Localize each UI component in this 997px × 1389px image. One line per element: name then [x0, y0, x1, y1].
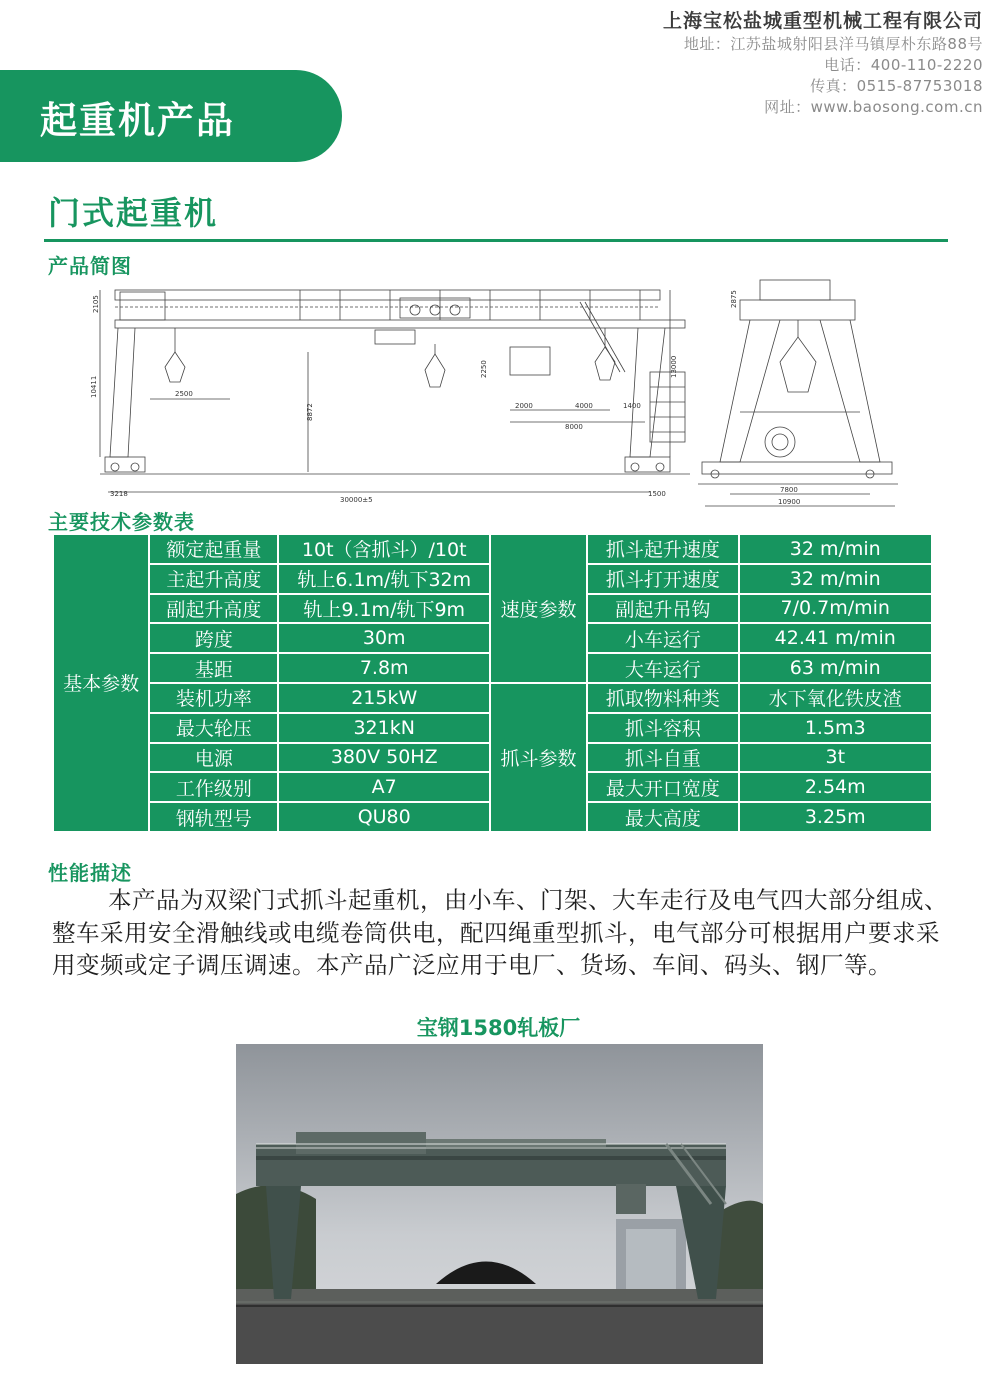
param-value: 32 m/min: [740, 535, 931, 563]
param-value: 215kW: [279, 684, 488, 712]
param-value: A7: [279, 773, 488, 801]
title-divider: [44, 239, 948, 242]
param-name: 额定起重量: [150, 535, 277, 563]
table-row: [54, 535, 931, 563]
param-value: 3.25m: [740, 803, 931, 831]
param-value: 1.5m3: [740, 714, 931, 742]
param-value: 63 m/min: [740, 654, 931, 682]
param-name: 钢轨型号: [150, 803, 277, 831]
param-value: 42.41 m/min: [740, 624, 931, 652]
param-name: 最大开口宽度: [588, 773, 737, 801]
dim-10900: 10900: [778, 498, 801, 506]
param-name: 跨度: [150, 624, 277, 652]
param-value: 30m: [279, 624, 488, 652]
table-row: [54, 684, 931, 712]
dim-10411: 10411: [90, 375, 98, 398]
param-value: QU80: [279, 803, 488, 831]
param-name: 小车运行: [588, 624, 737, 652]
company-info: [663, 8, 983, 118]
param-value: 水下氧化铁皮渣: [740, 684, 931, 712]
parameters-table: [52, 533, 933, 833]
dim-8872: 8872: [306, 403, 314, 421]
group-basic-cell: 基本参数: [54, 535, 148, 831]
dim-2000: 2000: [515, 402, 533, 410]
dim-3218: 3218: [110, 490, 128, 498]
crane-photo: [236, 1044, 763, 1364]
param-value: 3t: [740, 744, 931, 772]
photo-caption: 宝钢1580轧板厂: [416, 1016, 581, 1040]
param-name: 副起升吊钩: [588, 595, 737, 623]
param-name: 最大高度: [588, 803, 737, 831]
param-name: 最大轮压: [150, 714, 277, 742]
param-name: 主起升高度: [150, 565, 277, 593]
dim-7800: 7800: [780, 486, 798, 494]
company-phone: 电话：400-110-2220: [824, 56, 983, 74]
param-value: 321kN: [279, 714, 488, 742]
param-value: 7.8m: [279, 654, 488, 682]
dim-2875: 2875: [730, 290, 738, 308]
param-name: 抓取物料种类: [588, 684, 737, 712]
dim-1400: 1400: [623, 402, 641, 410]
performance-description: 本产品为双梁门式抓斗起重机，由小车、门架、大车走行及电气四大部分组成、整车采用安全滑触线或电缆卷筒供电，配四绳重型抓斗，电气部分可根据用户要求采用变频或定子调压调速。本产品广泛应用于电厂、货场、车间、码头、钢厂等。: [52, 886, 948, 979]
param-value: 7/0.7m/min: [740, 595, 931, 623]
banner-title: 起重机产品: [40, 99, 235, 142]
dim-2105: 2105: [92, 295, 100, 313]
dim-13000: 13000: [670, 355, 678, 378]
param-value: 轨上9.1m/轨下9m: [279, 595, 488, 623]
dim-2500: 2500: [175, 390, 193, 398]
param-name: 基距: [150, 654, 277, 682]
param-name: 抓斗起升速度: [588, 535, 737, 563]
company-website: 网址：www.baosong.com.cn: [764, 98, 983, 116]
product-schematic-drawing: [90, 262, 910, 512]
dim-span: 30000±5: [340, 496, 373, 504]
section-performance-heading: 性能描述: [48, 861, 132, 885]
company-address: 地址：江苏盐城射阳县洋马镇厚朴东路88号: [683, 35, 983, 53]
dim-4000: 4000: [575, 402, 593, 410]
section-params-heading: 主要技术参数表: [48, 510, 195, 534]
dim-8000: 8000: [565, 423, 583, 431]
company-fax: 传真：0515-87753018: [810, 77, 983, 95]
param-value: 380V 50HZ: [279, 744, 488, 772]
company-name: 上海宝松盐城重型机械工程有限公司: [662, 10, 983, 32]
dim-1500: 1500: [648, 490, 666, 498]
group-speed-cell: 速度参数: [491, 535, 586, 682]
param-name: 抓斗容积: [588, 714, 737, 742]
param-name: 工作级别: [150, 773, 277, 801]
group-grab-cell: 抓斗参数: [491, 684, 586, 831]
param-name: 电源: [150, 744, 277, 772]
section-diagram-heading: 产品简图: [48, 254, 132, 278]
param-name: 抓斗自重: [588, 744, 737, 772]
dim-2250: 2250: [480, 360, 488, 378]
param-name: 抓斗打开速度: [588, 565, 737, 593]
param-value: 10t（含抓斗）/10t: [279, 535, 488, 563]
product-title: 门式起重机: [48, 194, 219, 232]
param-name: 装机功率: [150, 684, 277, 712]
category-banner: [0, 70, 342, 162]
param-name: 大车运行: [588, 654, 737, 682]
param-value: 轨上6.1m/轨下32m: [279, 565, 488, 593]
param-value: 32 m/min: [740, 565, 931, 593]
param-value: 2.54m: [740, 773, 931, 801]
param-name: 副起升高度: [150, 595, 277, 623]
